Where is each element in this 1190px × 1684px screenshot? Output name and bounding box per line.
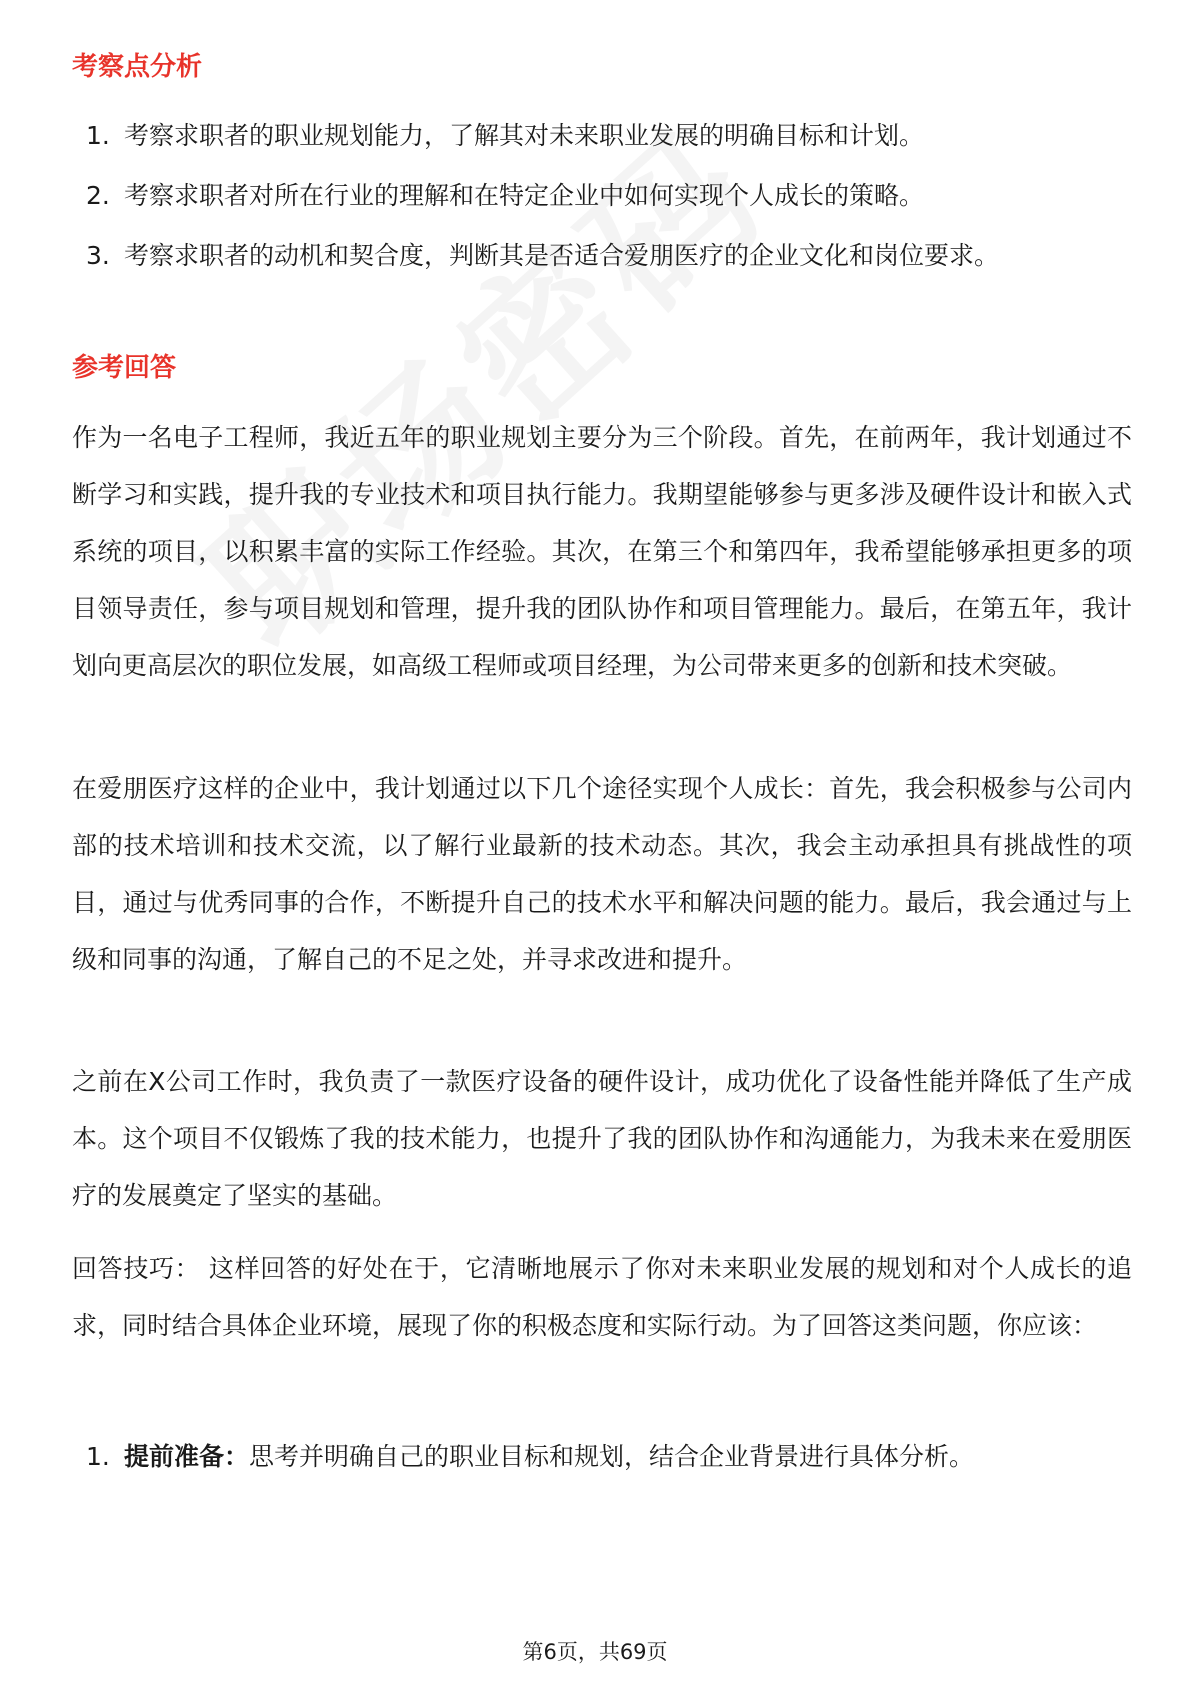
list-item-number: 1. [86, 1442, 110, 1471]
answer-paragraph: 之前在X公司工作时，我负责了一款医疗设备的硬件设计，成功优化了设备性能并降低了生产成本。这个项目不仅锻炼了我的技术能力，也提升了我的团队协作和沟通能力，为我未来在爱朋医疗的发展奠定了坚实的基础。 [72, 1067, 1132, 1210]
list-item [72, 227, 1132, 285]
list-item-number: 2. [86, 181, 110, 210]
list-item-number: 1. [86, 121, 110, 150]
list-item-text: 思考并明确自己的职业目标和规划，结合企业背景进行具体分析。 [249, 1442, 975, 1471]
page-footer: 第6页，共69页 [522, 1640, 668, 1664]
list-item [72, 107, 1132, 165]
list-item-text: 考察求职者的职业规划能力，了解其对未来职业发展的明确目标和计划。 [124, 121, 925, 150]
list-item-text: 考察求职者的动机和契合度，判断其是否适合爱朋医疗的企业文化和岗位要求。 [124, 241, 1000, 270]
tips-list [72, 1428, 1132, 1488]
section-heading-analysis: 考察点分析 [72, 52, 203, 82]
answer-paragraph: 在爱朋医疗这样的企业中，我计划通过以下几个途径实现个人成长：首先，我会积极参与公司内部的技术培训和技术交流，以了解行业最新的技术动态。其次，我会主动承担具有挑战性的项目，通过与优秀同事的合作，不断提升自己的技术水平和解决问题的能力。最后，我会通过与上级和同事的沟通，了解自己的不足之处，并寻求改进和提升。 [72, 774, 1132, 974]
analysis-list [72, 107, 1132, 287]
list-item [72, 167, 1132, 225]
tips-paragraph: 回答技巧： 这样回答的好处在于，它清晰地展示了你对未来职业发展的规划和对个人成长的追求，同时结合具体企业环境，展现了你的积极态度和实际行动。为了回答这类问题，你应该： [72, 1254, 1132, 1340]
answer-paragraph: 作为一名电子工程师，我近五年的职业规划主要分为三个阶段。首先，在前两年，我计划通过不断学习和实践，提升我的专业技术和项目执行能力。我期望能够参与更多涉及硬件设计和嵌入式系统的项目，以积累丰富的实际工作经验。其次，在第三个和第四年，我希望能够承担更多的项目领导责任，参与项目规划和管理，提升我的团队协作和项目管理能力。最后，在第五年，我计划向更高层次的职位发展，如高级工程师或项目经理，为公司带来更多的创新和技术突破。 [72, 423, 1132, 680]
list-item-number: 3. [86, 241, 110, 270]
section-heading-reference-answer: 参考回答 [72, 353, 177, 383]
list-item [72, 1428, 1132, 1486]
list-item-text: 考察求职者对所在行业的理解和在特定企业中如何实现个人成长的策略。 [124, 181, 925, 210]
list-item-label: 提前准备： [124, 1442, 250, 1471]
